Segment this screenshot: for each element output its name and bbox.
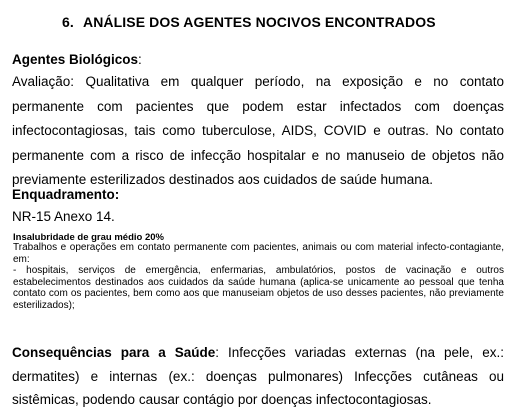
biological-agents-colon: :	[138, 52, 142, 67]
section-title-text: ANÁLISE DOS AGENTES NOCIVOS ENCONTRADOS	[83, 14, 436, 30]
insalubrity-text	[13, 242, 504, 312]
biological-agents-title: Agentes Biológicos	[12, 52, 139, 67]
insalubrity-heading: Insalubridade de grau médio 20%	[13, 232, 164, 243]
insalubrity-line-2: - hospitais, serviços de emergência, enfermarias, ambulatórios, postos de vacinação e outros estabelecimentos destinados aos cuidados da saúde humana (aplica-se unicamente ao pessoal que tenha contato com os pacientes, bem como aos que manuseiam objetos de uso desses pacientes, não previamente esterilizados);	[13, 265, 504, 311]
section-title	[62, 14, 436, 30]
evaluation-paragraph: Avaliação: Qualitativa em qualquer período, na exposição e no contato permanente com pacientes que podem estar infectados com doenças infectocontagiosas, tais como tuberculose, AIDS, COVID e outras. No contato permanente com a risco de infecção hospitalar e no manuseio de objetos não previamente esterilizados destinados aos cuidados de saúde humana.	[12, 74, 504, 188]
consequences-text: : Infecções variadas externas (na pele, ex.: dermatites) e internas (ex.: doenças pulmonares) Infecções cutâneas ou sistêmicas, podendo causar contágio por doenças infectocontagiosas.	[12, 345, 504, 407]
biological-agents-heading	[12, 51, 504, 69]
section-number: 6.	[62, 14, 74, 30]
insalubrity-line-1: Trabalhos e operações em contato permanente com pacientes, animais ou com material infecto-contagiante, em:	[13, 242, 504, 265]
consequences-heading: Consequências para a Saúde	[12, 345, 216, 360]
classification-heading: Enquadramento:	[12, 187, 120, 202]
classification-value: NR-15 Anexo 14.	[12, 209, 115, 224]
consequences-paragraph	[12, 341, 504, 412]
